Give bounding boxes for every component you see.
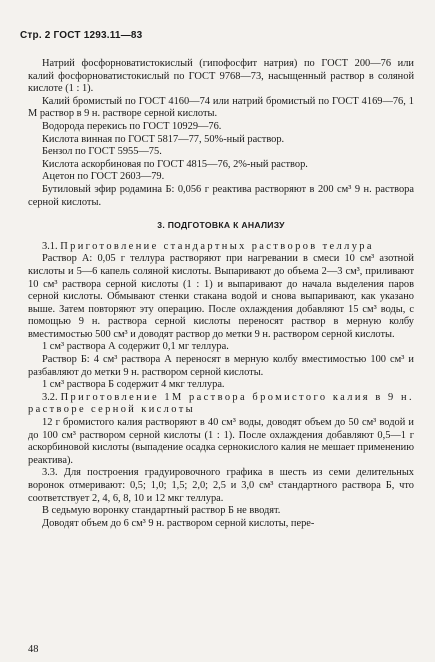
reagents-list xyxy=(28,58,414,209)
paragraph: В седьмую воронку стандартный раствор Б не вводят. xyxy=(42,505,281,517)
reagent-item: Натрий фосфорноватистокислый (гипофосфит натрия) по ГОСТ 200—76 или калий фосфорноватистокислый по ГОСТ 9768—73, насыщенный раствор в соляной кислоте (1 : 1). xyxy=(28,58,414,95)
page-header: Стр. 2 ГОСТ 1293.11—83 xyxy=(20,30,143,41)
reagent-item: Бензол по ГОСТ 5955—75. xyxy=(42,146,162,158)
paragraph: 1 см³ раствора Б содержит 4 мкг теллура. xyxy=(42,379,225,391)
paragraph: 12 г бромистого калия растворяют в 40 см³ воды, доводят объем до 50 см³ водой и до 100 см³ раствором серной кислоты (1 : 1). После охлаждения добавляют 0,5—1 г аскорбиновой кислоты (выпадение осадка сернокислого калия не мешает применению реактива). xyxy=(28,417,414,466)
document-body xyxy=(28,58,414,530)
subsection-title: Приготовление 1М раствора бромистого калия в 9 н. растворе серной кислоты xyxy=(28,391,414,416)
reagent-item: Ацетон по ГОСТ 2603—79. xyxy=(42,171,165,183)
section-title: 3. ПОДГОТОВКА К АНАЛИЗУ xyxy=(157,220,285,231)
paragraph: 1 см³ раствора А содержит 0,1 мг теллура. xyxy=(42,341,229,353)
subsection-number: 3.1. xyxy=(42,240,58,252)
subsection-title: Приготовление стандартных растворов теллура xyxy=(60,240,374,252)
page-number: 48 xyxy=(28,644,39,655)
subsection-heading-3-2 xyxy=(28,392,414,417)
paragraph: Доводят объем до 6 см³ 9 н. раствором серной кислоты, пере- xyxy=(42,517,315,529)
reagent-item: Бутиловый эфир родамина Б: 0,056 г реактива растворяют в 200 см³ 9 н. раствора серной кислоты. xyxy=(28,183,414,208)
subsection-heading-3-1 xyxy=(28,241,414,254)
reagent-item: Кислота аскорбиновая по ГОСТ 4815—76, 2%-ный раствор. xyxy=(42,158,308,170)
paragraph: Раствор Б: 4 см³ раствора А переносят в мерную колбу вместимостью 100 см³ и разбавляют до метки 9 н. раствором серной кислоты. xyxy=(28,354,414,378)
paragraph: 3.3. Для построения градуировочного графика в шесть из семи делительных воронок отмеривают: 0,5; 1,0; 1,5; 2,0; 2,5 и 3,0 см³ стандартного раствора Б, что соответствует 2, 4, 6, 8, 10 и 12 мкг теллура. xyxy=(28,467,414,504)
reagent-item: Водорода перекись по ГОСТ 10929—76. xyxy=(42,120,222,132)
paragraph: Раствор А: 0,05 г теллура растворяют при нагревании в смеси 10 см³ азотной кислоты и 5—6 капель соляной кислоты. Выпаривают до объема 2—3 см³, приливают 10 см³ раствора серной кислоты (1 : 1) и выпаривают до начала выделения паров серной кислоты. Обмывают стенки стакана водой и снова выпаривают, как указано выше. Затем повторяют эту операцию. После охлаждения добавляют 15 см³ воды, с помощью 9 н. раствора серной кислоты переносят раствор в мерную колбу вместимостью 500 см³ и доводят раствор до метки 9 н. раствором серной кислоты. xyxy=(28,253,414,340)
reagent-item: Кислота винная по ГОСТ 5817—77, 50%-ный раствор. xyxy=(42,133,285,145)
reagent-item: Калий бромистый по ГОСТ 4160—74 или натрий бромистый по ГОСТ 4169—76, 1 М раствор в 9 н. растворе серной кислоты. xyxy=(28,95,414,120)
subsection-number: 3.2. xyxy=(42,391,58,403)
